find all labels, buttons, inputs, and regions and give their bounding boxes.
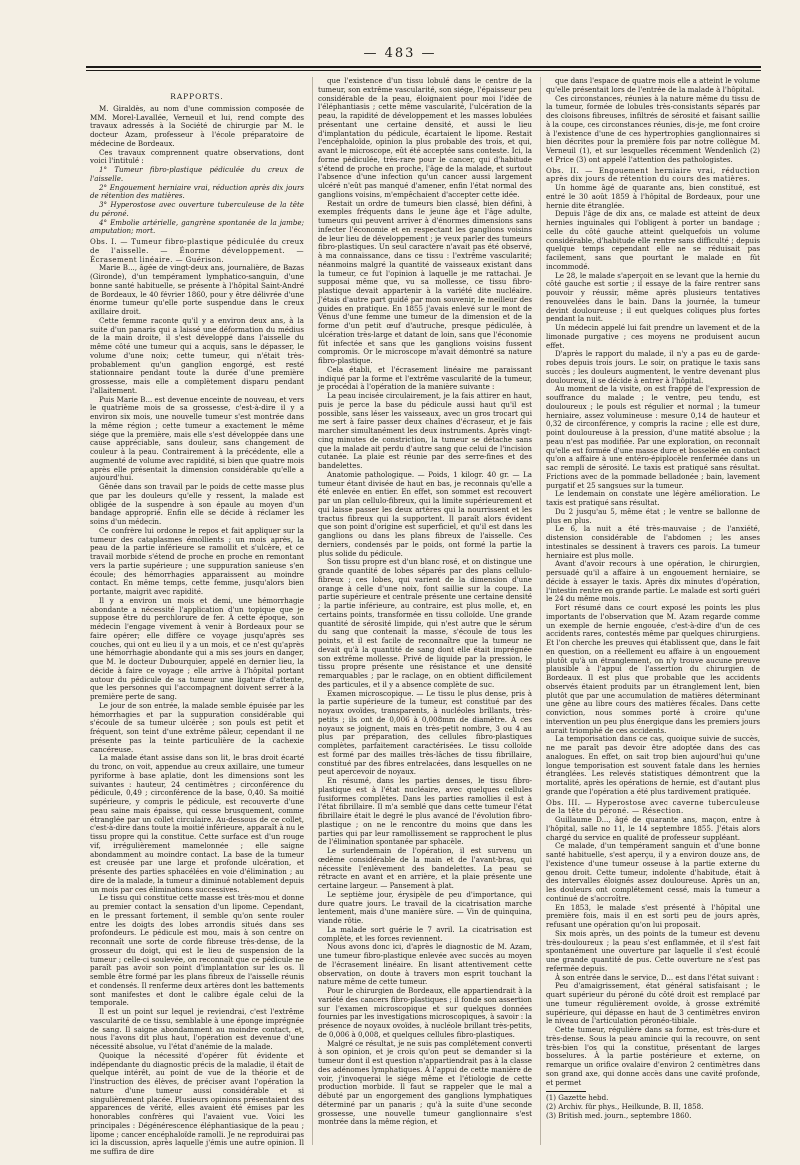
observation-title: Obs. III. — Hyperostose avec caverne tuberculeuse de la tête du péroné. — Résection.: [546, 797, 760, 816]
footnote: (1) Gazette hebd.: [546, 1093, 609, 1103]
paragraph: Guillaume D..., âgé de quarante ans, maçon, entre à l'hôpital, salle no 11, le 14 septembre 1855. J'étais alors chargé du service en qualité de professeur suppléant.: [546, 815, 760, 842]
paragraph: Gênée dans son travail par le poids de cette masse plus que par les douleurs qu'elle y ressent, la malade est obligée de la suspendre à son épaule au moyen d'un bandage approprié. Enfin elle se décide à réclamer les soins d'un médecin.: [90, 482, 304, 526]
column-separator: [540, 77, 541, 1145]
paragraph: Ce confrère lui ordonne le repos et fait appliquer sur la tumeur des cataplasmes émollients ; un mois après, la peau de la partie inférieure se ramollit et s'ulcère, et ce travail morbide s'étend de proche en proche en remontant vers la partie supérieure ; une suppuration sanieuse s'en écoule; des hémorrhagies apparaissent au moindre contact. En même temps, cette femme, jusqu'alors bien portante, maigrit avec rapidité.: [90, 525, 304, 596]
paragraph: Avant d'avoir recours à une opération, le chirurgien, persuadé qu'il a affaire à un engouement herniaire, se décide à essayer le taxis. Après dix minutes d'opération, l'intestin rentre en grande partie. Le malade est sorti guéri le 24 du même mois.: [546, 559, 760, 604]
list-item: 3° Hyperostose avec ouverture tuberculeuse de la tête du péroné.: [90, 200, 304, 218]
paragraph: Le septième jour, érysipèle de peu d'importance, qui dure quatre jours. Le travail de la cicatrisation marche lentement, mais d'une manière sûre. — Vin de quinquina, viande rôtie.: [318, 889, 532, 925]
paragraph: Le tissu qui constitue cette masse est très-mou et donne au premier contact la sensation d'un lipome. Cependant, en le pressant fortement, il semble qu'on sente rouler entre les doigts des lobes arrondis situés dans ses profondeurs. Le pédicule est mou, mais à son centre on reconnaît une sorte de corde fibreuse très-dense, de la grosseur du doigt, qui est le lieu de suspension de la tumeur ; celle-ci soulevée, on reconnaît que ce pédicule ne paraît pas avoir son point d'implantation sur les os. Il semble être formé par les plans fibreux de l'aisselle réunis et condensés. Il renferme deux artères dont les battements sont manifestes et dont le calibre égale celui de la temporale.: [90, 893, 304, 1008]
paragraph: À son entrée dans le service, D... est dans l'état suivant :: [555, 972, 759, 982]
paragraph: Peu d'amaigrissement, état général satisfaisant ; le quart supérieur du péroné du côté droit est remplacé par une tumeur régulièrement ovoïde, à grosse extrémité supérieure, qui dépasse en haut de 3 centimètres environ le niveau de l'articulation péronéo-tibiale.: [546, 981, 760, 1026]
paragraph: Cette tumeur, régulière dans sa forme, est très-dure et très-dense. Sous la peau amincie qui la recouvre, on sent très-bien l'os qui la constitue, présentant de larges bosselures. À la partie postérieure et externe, on remarque un orifice ovalaire d'environ 2 centimètres dans son grand axe, qui donne accès dans une cavité profonde, et permet: [546, 1025, 760, 1087]
paragraph: Depuis l'âge de dix ans, ce malade est atteint de deux hernies inguinales qui l'obligent à porter un bandage ; celle du côté gauche atteint quelquefois un volume considérable, d'habitude elle rentre sans difficulté ; depuis quelque temps cependant elle ne se réduisait pas facilement, sans que pourtant le malade en fût incommodé.: [546, 209, 760, 271]
paragraph: Le lendemain on constate une légère amélioration. Le taxis est pratiqué sans résultat.: [546, 489, 760, 507]
section-heading: RAPPORTS.: [170, 92, 224, 101]
paragraph: Quoique la nécessité d'opérer fût évidente et indépendante du diagnostic précis de la maladie, il était de quelque intérêt, au point de vue de la théorie et de l'instruction des élèves, de préciser avant l'opération la nature d'une tumeur aussi considérable et si singulièrement placée. Plusieurs opinions présentaient des apparences de vérité, elles avaient été émises par les honorables confrères qui l'avaient vue. Voici les principales : Dégénérescence éléphantiasique de la peau ; lipome ; cancer encéphaloïde ramolli. Je ne reproduirai pas ici la discussion, après laquelle j'émis une autre opinion. Il me suffira de dire: [90, 1050, 304, 1156]
paragraph: Il y a environ un mois et demi, une hémorrhagie abondante a nécessité l'application d'un topique que je suppose être du perchlorure de fer. À cette époque, son médecin l'engage vivement à venir à Bordeaux pour se faire opérer; elle diffère ce voyage jusqu'après ses couches, qui ont eu lieu il y a un mois, et ce n'est qu'après une hémorrhagie abondante qui a mis ses jours en danger, que M. le docteur Dubourquier, appelé en dernier lieu, la décide à faire ce voyage ; elle arrive à l'hôpital portant autour du pédicule de sa tumeur une ligature d'attente, que les personnes qui l'accompagnent doivent serrer à la première perte de sang.: [90, 595, 304, 701]
observation-title: Obs. II. — Engouement herniaire vrai, réduction après dix jours de rétention du cours des matières.: [546, 165, 760, 184]
paragraph: Fort résumé dans ce court exposé les points les plus importants de l'observation que M. Azam regarde comme un exemple de hernie engouée, c'est-à-dire d'un de ces accidents rares, contestés même par quelques chirurgiens. Et l'on cherche les preuves qui établissent que, dans le fait en question, on a réellement eu affaire à un engouement plutôt qu'à un étranglement, on n'y trouve aucune preuve plausible à l'appui de l'assertion du chirurgien de Bordeaux. Il est plus que probable que les accidents observés étaient produits par un étranglement lent, bien plutôt que par une accumulation de matières déterminant une gêne au libre cours des matières fécales. Dans cette conviction, nous sommes porté à croire qu'une intervention un peu plus énergique dans les premiers jours aurait triomphé de ces accidents.: [546, 603, 760, 735]
paragraph: Anatomie pathologique. — Poids, 1 kilogr. 40 gr. — La tumeur étant divisée de haut en bas, je reconnais qu'elle a été enlevée en entier. En effet, son sommet est recouvert par un plan cellulo-fibreux, qui la limite supérieurement et qui laisse passer les deux artères qui la nourrissent et les tractus fibreux qui la supportent. Il paraît alors évident que son point d'origine est superficiel, et qu'il est dans les ganglions ou dans les plans fibreux de l'aisselle. Ces derniers, condensés par le poids, ont formé la partie la plus solide du pédicule.: [318, 469, 532, 558]
paragraph: Le jour de son entrée, la malade semble épuisée par les hémorrhagies et par la suppuration considérable qui s'écoule de sa tumeur ulcérée ; son pouls est petit et fréquent, son teint d'une extrême pâleur, cependant il ne présente pas la teinte particulière de la cachexie cancéreuse.: [90, 700, 304, 754]
paragraph: Il est un point sur lequel je reviendrai, c'est l'extrême vascularité de ce tissu, semblable à une éponge imprégnée de sang. Il saigne abondamment au moindre contact, et, nous l'avons dit plus haut, l'opération est devenue d'une nécessité absolue, vu l'état d'anémie de la malade.: [90, 1007, 304, 1051]
paragraph: En résumé, dans les parties denses, le tissu fibro-plastique est à l'état nucléaire, avec quelques cellules fusiformes complètes. Dans les parties ramollies il est à l'état fibrillaire. Il m'a semblé que dans cette tumeur l'état fibrillaire était le degré le plus avancé de l'évolution fibro-plastique ; on ne le rencontre du moins que dans les parties qui par leur ramollissement se rapprochent le plus de l'élimination spontanée par sphacèle.: [318, 776, 532, 847]
list-intro: Ces travaux comprennent quatre observations, dont voici l'intitulé :: [90, 147, 304, 166]
paragraph: La malade étant assise dans son lit, le bras droit écarté du tronc, on voit, appendue au creux axillaire, une tumeur pyriforme à base aplatie, dont les dimensions sont les suivantes : hauteur, 24 centimètres ; circonférence du pédicule, 0,49 ; circonférence de la base, 0,40. Sa moitié supérieure, y compris le pédicule, est recouverte d'une peau saine mais épaisse, qui cesse brusquement, comme étranglée par un collet circulaire. Au-dessous de ce collet, c'est-à-dire dans toute la moitié inférieure, apparaît à nu le tissu propre qui la constitue. Cette surface est d'un rouge vif, irrégulièrement mamelonnée ; elle saigne abondamment au moindre contact. La base de la tumeur est creusée par une large et profonde ulcération, et présente des parties sphacélées en voie d'élimination ; au dire de la malade, la tumeur a diminué notablement depuis un mois par ces éliminations successives.: [90, 753, 304, 894]
list-item: 2° Engouement herniaire vrai, réduction après dix jours de rétention des matières.: [90, 182, 304, 201]
paragraph: La temporisation dans ce cas, quoique suivie de succès, ne me paraît pas devoir être adoptée dans des cas analogues. En effet, on sait trop bien aujourd'hui qu'une longue temporisation est souvent fatale dans les hernies étranglées. Les relevés statistiques démontrent que la mortalité, après les opérations de hernie, est d'autant plus grande que l'opération a été plus tardivement pratiquée.: [546, 734, 760, 796]
paragraph: Pour le chirurgien de Bordeaux, elle appartiendrait à la variété des cancers fibro-plastiques ; il fonde son assertion sur l'examen microscopique et sur quelques données fournies par les investigations microscopiques, à savoir : la présence de noyaux ovoïdes, à nucléole brillant très-petits, de 0,006 à 0,008, et quelques cellules fibro-plastiques.: [318, 986, 532, 1039]
paragraph: Cette femme raconte qu'il y a environ deux ans, à la suite d'un panaris qui a laissé une déformation du médius de la main droite, il s'est développé dans l'aisselle du même côté une tumeur qui a acquis, sans le dépasser, le volume d'une noix; cette tumeur, qui n'était très-probablement qu'un ganglion engorgé, est resté stationnaire pendant toute la durée d'une première grossesse, mais elle a complètement disparu pendant l'allaitement.: [90, 315, 304, 395]
report-intro: M. Giraldès, au nom d'une commission composée de MM. Morel-Lavallée, Verneuil et lui, rend compte des travaux adressés à la Société de chirurgie par M. le docteur Azam, professeur à l'école préparatoire de médecine de Bordeaux.: [90, 103, 304, 148]
paragraph: Le 28, le malade s'aperçoit en se levant que la hernie du côté gauche est sortie ; il essaye de la faire rentrer sans pouvoir y réussir, même après plusieurs tentatives renouvelées dans le bain. Dans la journée, la tumeur devint douloureuse ; il eut quelques coliques plus fortes pendant la nuit.: [546, 270, 760, 324]
footnote-rule: [546, 1091, 586, 1092]
paragraph: Ces circonstances, réunies à la nature même du tissu de la tumeur, formée de lobules très-consistants séparés par des cloisons fibreuses, infiltrés de sérosité et faisant saillie à la coupe, ces circonstances réunies, dis-je, me font croire à l'existence d'une de ces hypertrophies ganglionnaires si bien décrites pour la première fois par notre collègue M. Verneuil (1), et sur lesquelles récemment Wendenlich (2) et Price (3) ont appelé l'attention des pathologistes.: [546, 93, 760, 164]
paragraph: La peau incisée circulairement, je la fais attirer en haut, puis je perce la base du pédicule aussi haut qu'il est possible, sans léser les vaisseaux, avec un gros trocart qui me sert à faire passer deux chaînes d'écraseur, et je fais marcher simultanément les deux instruments. Après vingt-cinq minutes de constriction, la tumeur se détache sans que la malade ait perdu d'autre sang que celui de l'incision cutanée. La plaie est réunie par des serre-fines et des bandelettes.: [318, 391, 532, 470]
paragraph: Puis Marie B... est devenue enceinte de nouveau, et vers le quatrième mois de sa grossesse, c'est-à-dire il y a environ six mois, une nouvelle tumeur s'est montrée dans la même région ; cette tumeur a exactement le même siége que la première, mais elle s'est développée dans une cause appréciable, sans douleur, sans changement de couleur à la peau. Contrairement à la précédente, elle a augmenté de volume avec rapidité, si bien que quatre mois après elle présentait la dimension considérable qu'elle a aujourd'hui.: [90, 394, 304, 483]
paragraph: Six mois après, un des points de la tumeur est devenu très-douloureux ; la peau s'est enflammée, et il s'est fait spontanément une ouverture par laquelle il s'est écoulé une grande quantité de pus. Cette ouverture ne s'est pas refermée depuis.: [546, 928, 760, 973]
paragraph: que dans l'espace de quatre mois elle a atteint le volume qu'elle présentait lors de l'entrée de la malade à l'hôpital.: [546, 76, 760, 94]
header-rule-thin: [86, 70, 761, 71]
paragraph: Nous avons donc ici, d'après le diagnostic de M. Azam, une tumeur fibro-plastique enlevée avec succès au moyen de l'écrasement linéaire. En lisant attentivement cette observation, on doute à travers mon esprit touchant la nature même de cette tumeur.: [318, 942, 532, 987]
paragraph: Marie B..., âgée de vingt-deux ans, journalière, de Bazas (Gironde), d'un tempérament lymphatico-sanguin, d'une bonne santé habituelle, se présente à l'hôpital Saint-André de Bordeaux, le 40 février 1860, pour y être délivrée d'une énorme tumeur qu'elle porte suspendue dans le creux axillaire droit.: [90, 263, 304, 316]
paragraph: La malade sort guérie le 7 avril. La cicatrisation est complète, et les forces reviennent.: [318, 924, 532, 943]
footnote: (3) British med. journ., septembre 1860.: [546, 1110, 692, 1120]
footnote: (2) Archiv. für phys., Heilkunde, B. II, 1858.: [546, 1102, 704, 1111]
paragraph: Malgré ce résultat, je ne suis pas complétement converti à son opinion, et je crois qu'on peut se demander si la tumeur dont il est question n'appartiendrait pas à la classe des adénomes lymphatiques. À l'appui de cette manière de voir, j'invoquerai le siége même et l'étiologie de cette production morbide. Il faut se rappeler que le mal a débuté par un engorgement des ganglions lymphatiques déterminé par un panaris ; qu'à la suite d'une seconde grossesse, une nouvelle tumeur ganglionnaire s'est montrée dans la même région, et: [318, 1038, 532, 1127]
page-number: — 483 —: [363, 46, 437, 61]
header-rule: [86, 66, 761, 68]
paragraph: Ce malade, d'un tempérament sanguin et d'une bonne santé habituelle, s'est aperçu, il y a environ douze ans, de l'existence d'une tumeur osseuse à la partie externe du genou droit. Cette tumeur, indolente d'habitude, était à des intervalles éloignés assez douloureuse. Après un an, les douleurs ont complétement cessé, mais la tumeur a continué de s'accroître.: [546, 841, 760, 903]
list-item: 1° Tumeur fibro-plastique pédiculée du creux de l'aisselle.: [90, 165, 304, 183]
column-separator: [312, 77, 313, 1145]
column-left: [90, 77, 304, 1156]
observation-title: Obs. I. — Tumeur fibro-plastique pédiculée du creux de l'aisselle. — Énorme développement. — Écrasement linéaire. — Guérison.: [90, 237, 304, 264]
paragraph: D'après le rapport du malade, il n'y a pas eu de garde-robes depuis trois jours. Le soir, on pratique le taxis sans succès ; les douleurs augmentent, le ventre devenant plus douloureux, il se décide à entrer à l'hôpital.: [546, 349, 760, 385]
column-middle: [318, 77, 532, 1145]
list-item: 4° Embolie artérielle, gangrène spontanée de la jambe; amputation; mort.: [90, 217, 304, 236]
paragraph: Au moment de la visite, on est frappé de l'expression de souffrance du malade ; le ventre, peu tendu, est douloureux ; le pouls est régulier et normal ; la tumeur herniaire, assez volumineuse : mesure 0,14 de hauteur et 0,32 de circonférence, y compris la racine ; elle est dure, point douloureuse à la pression, d'une matité absolue ; la peau n'est pas modifiée. Par une exploration, on reconnaît qu'elle est formée d'une masse dure et bosselée en contact qu'on a affaire à une entéro-épiplocèle renfermée dans un sac rempli de sérosité. Le taxis est pratiqué sans résultat. Frictions avec de la pommade belladonée ; bain, lavement purgatif et 25 sangsues sur la tumeur.: [546, 384, 760, 490]
paragraph: Le surlendemain de l'opération, il est survenu un œdème considérable de la main et de l'avant-bras, qui nécessite l'enlèvement des bandelettes. La peau se rétracte en avant et en arrière, et la plaie présente une certaine largeur. — Pansement à plat.: [318, 846, 532, 890]
paragraph: Restait un ordre de tumeurs bien classé, bien défini, à exemples fréquents dans le jeune âge et l'âge adulte, tumeurs qui peuvent arriver à d'énormes dimensions sans infecter l'économie et en respectant les ganglions voisins de leur lieu de développement ; je veux parler des tumeurs fibro-plastiques. Un seul caractère n'avait pas été observé, à ma connaissance, dans ce tissu : l'extrême vascularité; néanmoins malgré la quantité de vaisseaux existant dans la tumeur, ce fut l'opinion à laquelle je me rattachai. Je supposai même que, vu sa mollesse, ce tissu fibro-plastique devait appartenir à la variété dite nucléaire. J'étais d'autre part guidé par mon souvenir, le meilleur des guides en pratique. En 1855 j'avais enlevé sur le mont de Vénus d'une femme une tumeur de la dimension et de la forme d'un petit œuf d'autruche, presque pédiculée, à ulcération très-large et datant de loin, sans que l'économie fût infectée et sans que les ganglions voisins fussent compromis. Or le microscope m'avait démontré sa nature fibro-plastique.: [318, 198, 532, 365]
paragraph: Du 2 jusqu'au 5, même état ; le ventre se ballonne de plus en plus.: [546, 506, 760, 525]
paragraph: En 1853, le malade s'est présenté à l'hôpital une première fois, mais il en est sorti peu de jours après, refusant une opération qu'on lui proposait.: [546, 902, 760, 929]
paragraph: Un homme âgé de quarante ans, bien constitué, est entré le 30 août 1859 à l'hôpital de Bordeaux, pour une hernie dite étranglée.: [546, 183, 760, 210]
paragraph: Un médecin appelé lui fait prendre un lavement et de la limonade purgative ; ces moyens ne produisent aucun effet.: [546, 323, 760, 350]
paragraph: Le 6, la nuit a été très-mauvaise ; de l'anxiété, distension considérable de l'abdomen ; les anses intestinales se dessinent à travers ces parois. La tumeur herniaire est plus molle.: [546, 524, 760, 560]
paragraph: Examen microscopique. — Le tissu le plus dense, pris à la partie supérieure de la tumeur, est constitué par des noyaux ovoïdes, transparents, à nucléoles brillants, très-petits ; ils ont de 0,006 à 0,008mm de diamètre. À ces noyaux se joignent, mais en très-petit nombre, 3 ou 4 au plus par préparation, des cellules fibro-plastiques complètes, parfaitement caractérisées. Le tissu colloïde est formé par des mailles très-lâches de tissu fibrillaire, constitué par des fibres entrelacées, dans lesquelles on ne peut apercevoir de noyaux.: [318, 688, 532, 777]
paragraph: Cela établi, et l'écrasement linéaire me paraissant indiqué par la forme et l'extrême vascularité de la tumeur, je procédai à l'opération de la manière suivante :: [318, 364, 532, 392]
paragraph: que l'existence d'un tissu lobulé dans le centre de la tumeur, son extrême vascularité, son siége, l'épaisseur peu considérable de la peau, éloignaient pour moi l'idée de l'éléphantiasis ; cette même vascularité, l'ulcération de la peau, la rapidité de développement et les masses lobulées présentant une certaine densité, et aussi le lieu d'implantation du pédicule, écartaient le lipome. Restait l'encéphaloïde, opinion la plus probable des trois, et qui, avant le microscope, eût été acceptée sans conteste. Ici, la forme pédiculée, très-rare pour le cancer, qui d'habitude s'étend de proche en proche, l'âge de la malade, et surtout l'absence d'une infection qu'un cancer aussi largement ulcéré n'eût pas manqué d'amener, enfin l'état normal des ganglions voisins, m'empêchaient d'accepter cette idée.: [318, 76, 532, 199]
column-right: [546, 77, 760, 1145]
paragraph: Son tissu propre est d'un blanc rosé, et on distingue une grande quantité de lobes séparés par des plans cellulo-fibreux ; ces lobes, qui varient de la dimension d'une orange à celle d'une noix, font saillie sur la coupe. La partie supérieure et centrale présente une certaine densité ; la partie inférieure, au contraire, est plus molle, et, en certains points, transformée en tissu colloïde. Une grande quantité de sérosité limpide, qui n'est autre que le sérum du sang que contenait la masse, s'écoule de tous les points, et il est facile de reconnaître que la tumeur ne devait qu'à la quantité de sang dont elle était imprégnée son extrême mollesse. Privé de liquide par la pression, le tissu propre présente une résistance et une densité remarquables ; par le raclage, on en obtient difficilement des particules, et il y a absence complète de suc.: [318, 557, 532, 689]
